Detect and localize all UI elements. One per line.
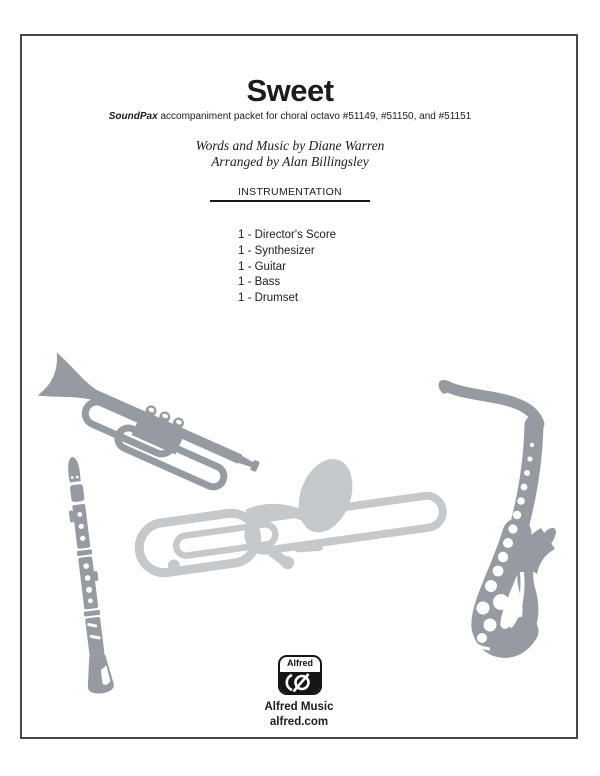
alfred-logo — [278, 655, 322, 695]
subtitle — [0, 111, 580, 122]
credits — [0, 138, 580, 169]
instrumentation-underline — [210, 200, 370, 202]
page-title: Sweet — [246, 73, 334, 108]
credit-composer: Words and Music by Diane Warren — [195, 138, 385, 153]
credit-arranger: Arranged by Alan Billingsley — [211, 153, 369, 169]
clarinet-icon — [50, 455, 130, 710]
publisher-name: Alfred Music — [264, 701, 334, 713]
list-item: 1 - Synthesizer — [238, 244, 315, 257]
soundpax-brand: SoundPax — [108, 111, 158, 122]
logo-wordmark: Alfred — [286, 658, 313, 668]
subtitle-text: accompaniment packet for choral octavo #51149, #51150, and #51151 — [157, 111, 472, 122]
list-item: 1 - Guitar — [238, 260, 286, 273]
website-url: alfred.com — [269, 716, 329, 728]
list-item: 1 - Director's Score — [238, 229, 337, 241]
list-item: 1 - Drumset — [238, 292, 299, 305]
saxophone-icon — [428, 375, 563, 665]
instrumentation-list — [238, 228, 336, 307]
list-item: 1 - Bass — [238, 276, 281, 289]
trombone-icon — [130, 452, 460, 627]
instrumentation-heading: INSTRUMENTATION — [238, 186, 342, 198]
logo-glyph-icon — [280, 672, 320, 693]
